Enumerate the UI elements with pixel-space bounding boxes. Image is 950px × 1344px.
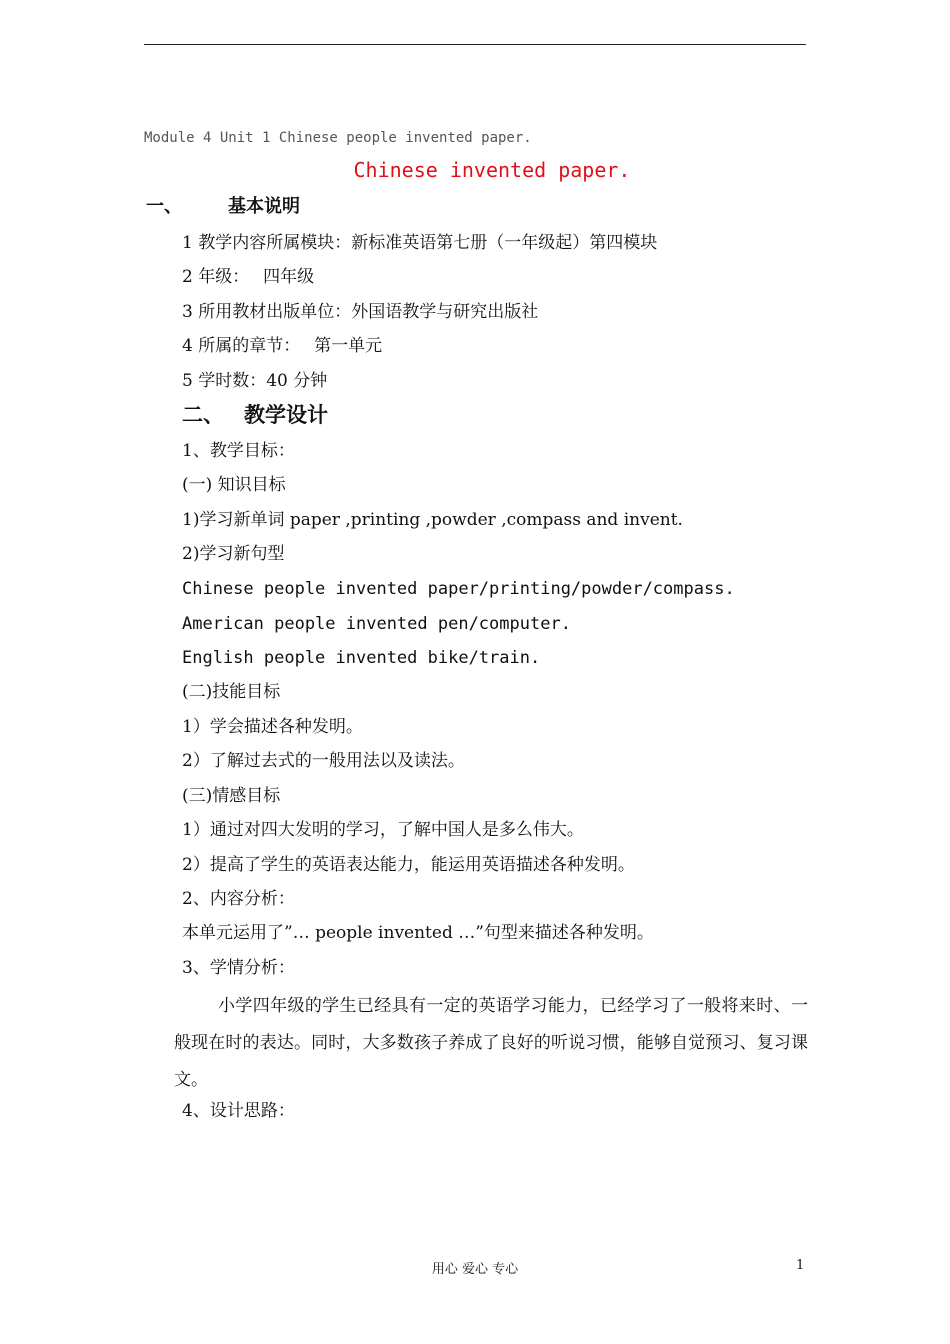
section-2-number: 二、 [182, 403, 224, 427]
design-title: 4、设计思路： [182, 1101, 295, 1121]
document-title: Chinese invented paper. [353, 158, 631, 182]
content-title: 2、内容分析： [182, 889, 295, 909]
emotion-title: (三)情感目标 [182, 786, 281, 806]
content-text: 本单元运用了”… people invented …”句型来描述各种发明。 [182, 923, 654, 943]
info-item-2: 2 年级： 四年级 [182, 267, 315, 287]
student-analysis-paragraph: 小学四年级的学生已经具有一定的英语学习能力，已经学习了一般将来时、一般现在时的表达。同时，大多数孩子养成了良好的听说习惯，能够自觉预习、复习课文。 [174, 996, 808, 1090]
section-1-number: 一、 [146, 196, 182, 217]
skill-item-1: 1）学会描述各种发明。 [182, 717, 363, 737]
sentence-3: English people invented bike/train. [182, 648, 541, 668]
section-2-heading [182, 402, 328, 428]
page-number: 1 [796, 1258, 805, 1273]
skill-item-2: 2）了解过去式的一般用法以及读法。 [182, 751, 465, 771]
new-words-line: 1)学习新单词 paper ,printing ,powder ,compass and invent. [182, 510, 683, 530]
emotion-item-1: 1）通过对四大发明的学习，了解中国人是多么伟大。 [182, 820, 584, 840]
student-title: 3、学情分析： [182, 958, 295, 978]
skill-title: (二)技能目标 [182, 682, 281, 702]
page-footer: 用心 爱心 专心 [431, 1262, 519, 1277]
sentence-1: Chinese people invented paper/printing/powder/compass. [182, 579, 735, 599]
info-item-1: 1 教学内容所属模块：新标准英语第七册（一年级起）第四模块 [182, 233, 658, 253]
patterns-title: 2)学习新句型 [182, 544, 285, 564]
section-1-title: 基本说明 [228, 196, 300, 217]
sentence-2: American people invented pen/computer. [182, 614, 571, 634]
info-item-4: 4 所属的章节： 第一单元 [182, 336, 383, 356]
section-1-heading [146, 196, 300, 218]
module-line: Module 4 Unit 1 Chinese people invented paper. [144, 130, 532, 146]
emotion-item-2: 2）提高了学生的英语表达能力，能运用英语描述各种发明。 [182, 855, 635, 875]
section-2-title: 教学设计 [244, 403, 328, 427]
header-rule [144, 44, 806, 45]
info-item-3: 3 所用教材出版单位：外国语教学与研究出版社 [182, 302, 539, 322]
goal-title: 1、教学目标： [182, 441, 295, 461]
info-item-5: 5 学时数：40 分钟 [182, 371, 328, 391]
knowledge-title: (一) 知识目标 [182, 475, 286, 495]
